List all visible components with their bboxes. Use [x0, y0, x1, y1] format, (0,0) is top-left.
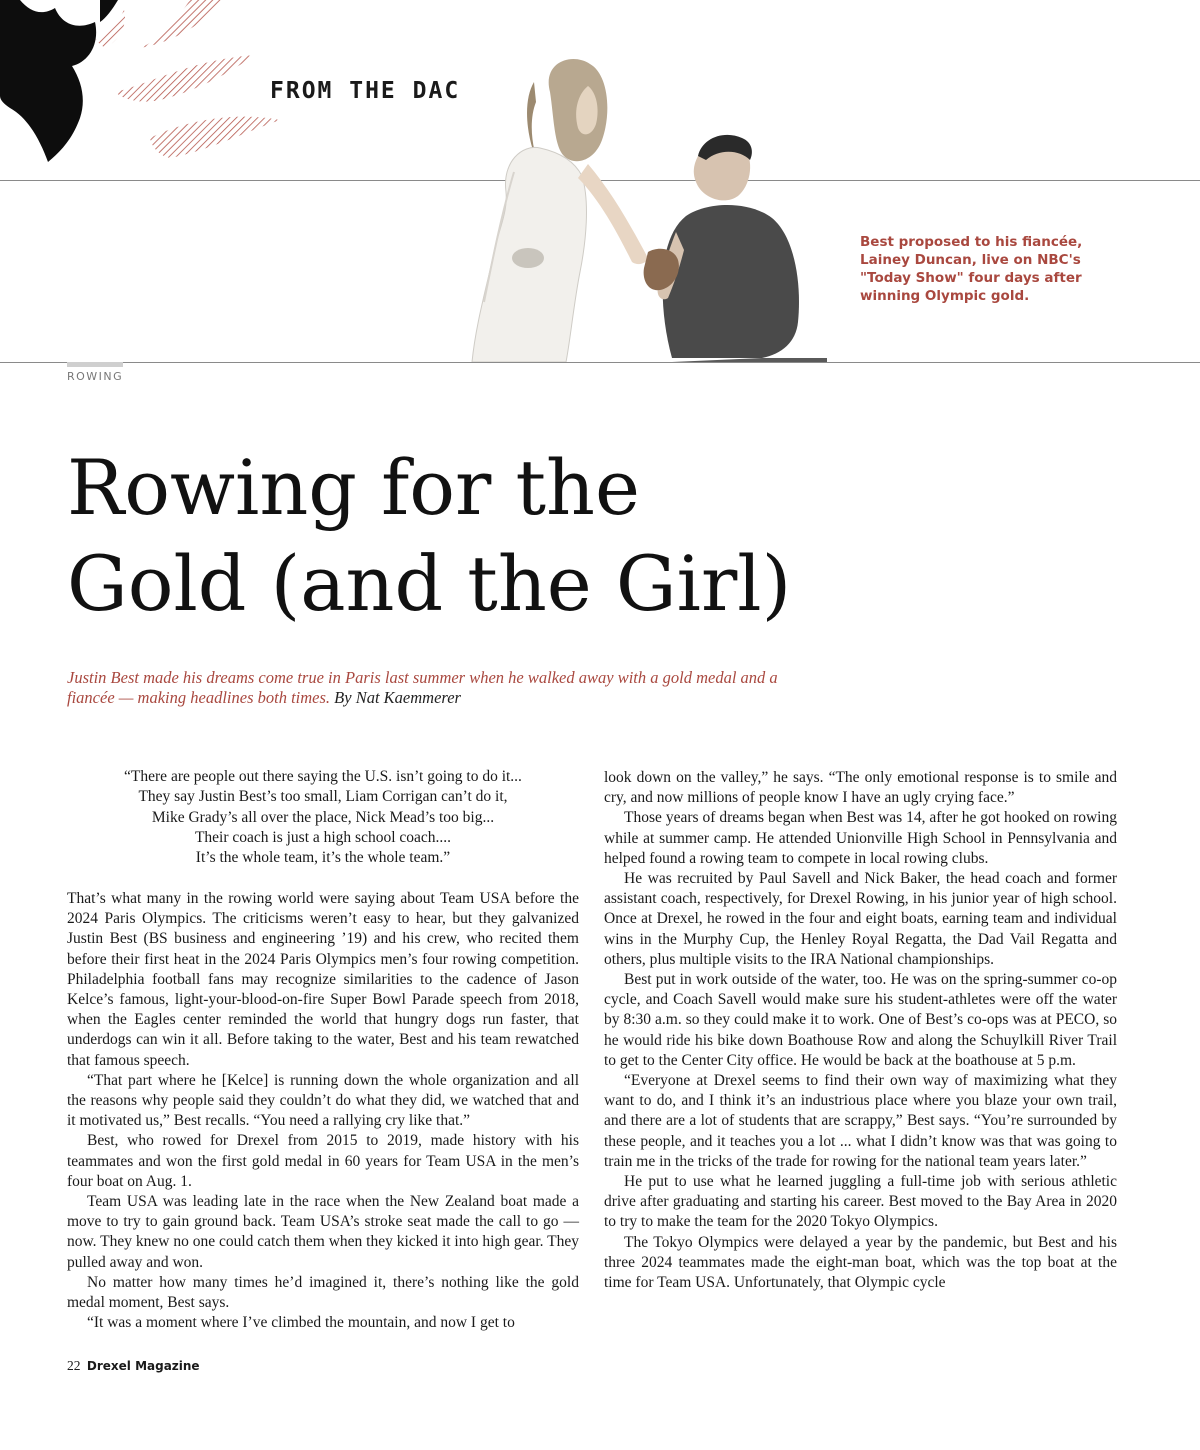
hatch-shape-3 [150, 117, 280, 158]
man-figure [644, 135, 827, 362]
section-kicker: ROWING [67, 370, 124, 383]
body-paragraph: look down on the valley,” he says. “The only emotional response is to smile and cry, and now millions of people know I have an ugly crying face.” [604, 769, 1117, 807]
body-column-right [604, 768, 1117, 1293]
hatch-shape-4 [95, 10, 125, 48]
body-paragraph: “That part where he [Kelce] is running down the whole organization and all the reasons why people said they couldn’t do what they did, we watched that and it motivated us,” Best recalls. “You need a rallying cry like that.” [67, 1071, 579, 1130]
body-paragraph: No matter how many times he’d imagined it, there’s nothing like the gold medal moment, Best says. [67, 1273, 579, 1312]
pull-quote [67, 767, 579, 868]
photo-caption: Best proposed to his fiancée, Lainey Duncan, live on NBC's "Today Show" four days after winning Olympic gold. [860, 234, 1083, 304]
body-paragraph: He put to use what he learned juggling a full-time job with serious athletic drive after graduating and starting his career. Best moved to the Bay Area in 2020 to try to make the team for the 2020 Tokyo Olympics. [604, 1173, 1117, 1231]
body-paragraph: That’s what many in the rowing world were saying about Team USA before the 2024 Paris Olympics. The criticisms weren’t easy to hear, but they galvanized Justin Best (BS business and engineering ’19) and his crew, who recited them before their first heat in the 2024 Paris Olympics men’s four rowing competition. Philadelphia football fans may recognize similarities to the cadence of Jason Kelce’s famous, light-your-blood-on-fire Super Bowl Parade speech from 2018, when the Eagles center reminded the world that hungry dogs run faster, that underdogs can win it all. Before taking to the water, Best and his team rewatched that famous speech. [67, 890, 579, 1069]
body-paragraph: Team USA was leading late in the race when the New Zealand boat made a move to try to gain ground back. Team USA’s stroke seat made the call to go — now. They knew no one could catch them when they kicked it into high gear. They pulled away and won. [67, 1193, 579, 1271]
headline-line-2: Gold (and the Girl) [67, 539, 792, 628]
body-paragraph: “It was a moment where I’ve climbed the mountain, and now I get to [87, 1314, 515, 1332]
magazine-name: Drexel Magazine [86, 1359, 200, 1373]
headline-line-1: Rowing for the [67, 443, 640, 532]
page-number: 22 [67, 1358, 81, 1373]
pull-quote-line: Their coach is just a high school coach.... [194, 828, 452, 846]
body-paragraph: Best put in work outside of the water, too. He was on the spring-summer co-op cycle, and Coach Savell would make sure his student-athletes were off the water by 8:30 a.m. so they could make it to work. One of Best’s co-ops was at PECO, so he would ride his bike down Boathouse Row and along the Schuylkill River Trail to get to the Center City office. He would be back at the boathouse at 5 p.m. [604, 971, 1117, 1069]
body-paragraph: He was recruited by Paul Savell and Nick Baker, the head coach and former assistant coach, respectively, for Drexel Rowing, in his junior year of high school. Once at Drexel, he rowed in the four and eight boats, earning team and individual wins in the Murphy Cup, the Henley Royal Regatta, the Dad Vail Regatta and others, plus multiple visits to the IRA National championships. [604, 870, 1117, 968]
pull-quote-line: Mike Grady’s all over the place, Nick Mead’s too big... [151, 808, 495, 826]
body-paragraph: The Tokyo Olympics were delayed a year by the pandemic, but Best and his three 2024 teammates made the eight-man boat, which was the top boat at the time for Team USA. Unfortunately, that Olympic cycle [604, 1233, 1117, 1292]
headline [67, 440, 1067, 632]
body-column-left [67, 889, 579, 1333]
byline: By Nat Kaemmerer [334, 688, 461, 707]
dragon-wing-black-2 [100, 0, 118, 22]
pull-quote-line: They say Justin Best’s too small, Liam Corrigan can’t do it, [138, 788, 508, 806]
hatch-shape-2 [115, 55, 255, 102]
hatch-shape-1 [140, 0, 225, 48]
dek-text: Justin Best made his dreams come true in Paris last summer when he walked away with a gold medal and a fiancée — making headlines both times. [67, 668, 778, 707]
body-paragraph: Best, who rowed for Drexel from 2015 to 2019, made history with his teammates and won the first gold medal in 60 years for Team USA in the men’s four boat on Aug. 1. [67, 1132, 579, 1190]
body-paragraph: “Everyone at Drexel seems to find their own way of maximizing what they want to do, and I think it’s an industrious place where you blaze your own trail, and there are a lot of students that are scrappy,” Best says. “You’re surrounded by these people, and it teaches you a lot ... what I didn’t know was that was going to train me in the tricks of the trade for rowing for the national team years later.” [604, 1072, 1117, 1170]
kicker-bar [67, 362, 123, 367]
dek [67, 668, 787, 708]
proposal-photo [462, 52, 827, 362]
body-paragraph: Those years of dreams began when Best was 14, after he got hooked on rowing while at summer camp. He attended Unionville High School in Pennsylvania and helped found a rowing team to compete in local rowing clubs. [604, 809, 1117, 867]
woman-figure [472, 59, 648, 362]
dragon-wing-black [0, 0, 96, 162]
section-label: FROM THE DAC [270, 78, 461, 104]
page-footer [67, 1358, 200, 1374]
dragon-logo-art [0, 0, 300, 170]
bottom-rule [0, 362, 1200, 363]
pull-quote-line: “There are people out there saying the U.S. isn’t going to do it... [124, 768, 522, 785]
pull-quote-line: It’s the whole team, it’s the whole team.” [195, 849, 451, 867]
